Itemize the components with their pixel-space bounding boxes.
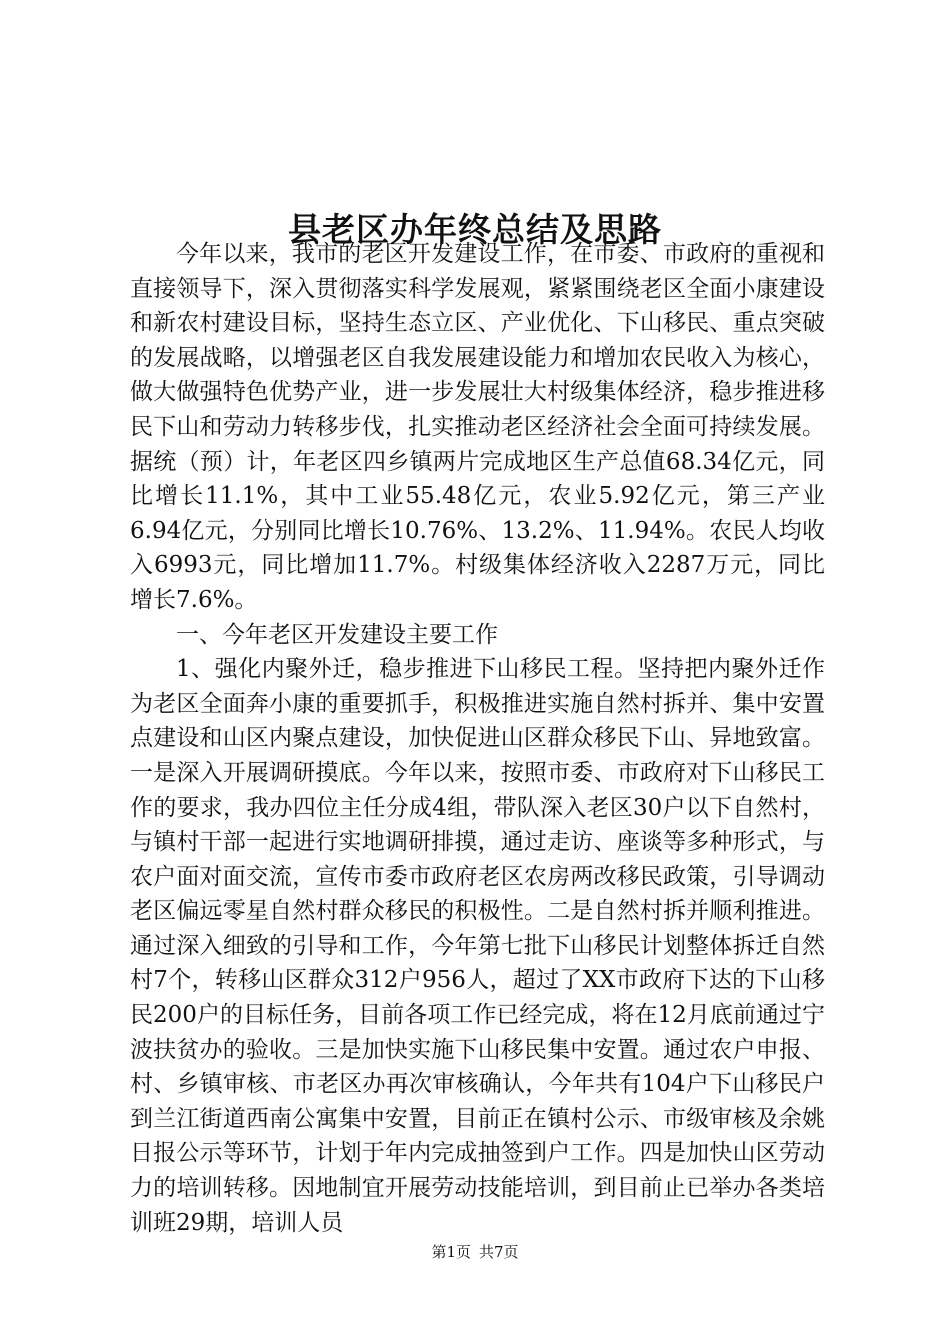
page-total: 共7页 [479, 1243, 519, 1261]
page-footer [0, 1240, 950, 1264]
intro-paragraph: 今年以来，我市的老区开发建设工作，在市委、市政府的重视和直接领导下，深入贯彻落实科学发展观，紧紧围绕老区全面小康建设和新农村建设目标，坚持生态立区、产业优化、下山移民、重点突破的发展战略，以增强老区自我发展建设能力和增加农民收入为核心，做大做强特色优势产业，进一步发展壮大村级集体经济，稳步推进移民下山和劳动力转移步伐，扎实推动老区经济社会全面可持续发展。据统（预）计，年老区四乡镇两片完成地区生产总值68.34亿元，同比增长11.1%，其中工业55.48亿元，农业5.92亿元，第三产业6.94亿元，分别同比增长10.76%、13.2%、11.94%。农民人均收入6993元，同比增加11.7%。村级集体经济收入2287万元，同比增长7.6%。 [130, 241, 825, 613]
document-title: 县老区办年终总结及思路 [288, 210, 662, 250]
document-body [130, 237, 825, 1240]
body-paragraph: 1、强化内聚外迁，稳步推进下山移民工程。坚持把内聚外迁作为老区全面奔小康的重要抓手，积极推进实施自然村拆并、集中安置点建设和山区内聚点建设，加快促进山区群众移民下山、异地致富。一是深入开展调研摸底。今年以来，按照市委、市政府对下山移民工作的要求，我办四位主任分成4组，带队深入老区30户以下自然村，与镇村干部一起进行实地调研排摸，通过走访、座谈等多种形式，与农户面对面交流，宣传市委市政府老区农房两改移民政策，引导调动老区偏远零星自然村群众移民的积极性。二是自然村拆并顺利推进。通过深入细致的引导和工作，今年第七批下山移民计划整体拆迁自然村7个，转移山区群众312户956人，超过了XX市政府下达的下山移民200户的目标任务，目前各项工作已经完成，将在12月底前通过宁波扶贫办的验收。三是加快实施下山移民集中安置。通过农户申报、村、乡镇审核、市老区办再次审核确认，今年共有104户下山移民户到兰江街道西南公寓集中安置，目前正在镇村公示、市级审核及余姚日报公示等环节，计划于年内完成抽签到户工作。四是加快山区劳动力的培训转移。因地制宜开展劳动技能培训，到目前止已举办各类培训班29期，培训人员 [130, 656, 825, 1236]
page-number: 第1页 [431, 1243, 471, 1261]
section-heading: 一、今年老区开发建设主要工作 [176, 621, 498, 648]
